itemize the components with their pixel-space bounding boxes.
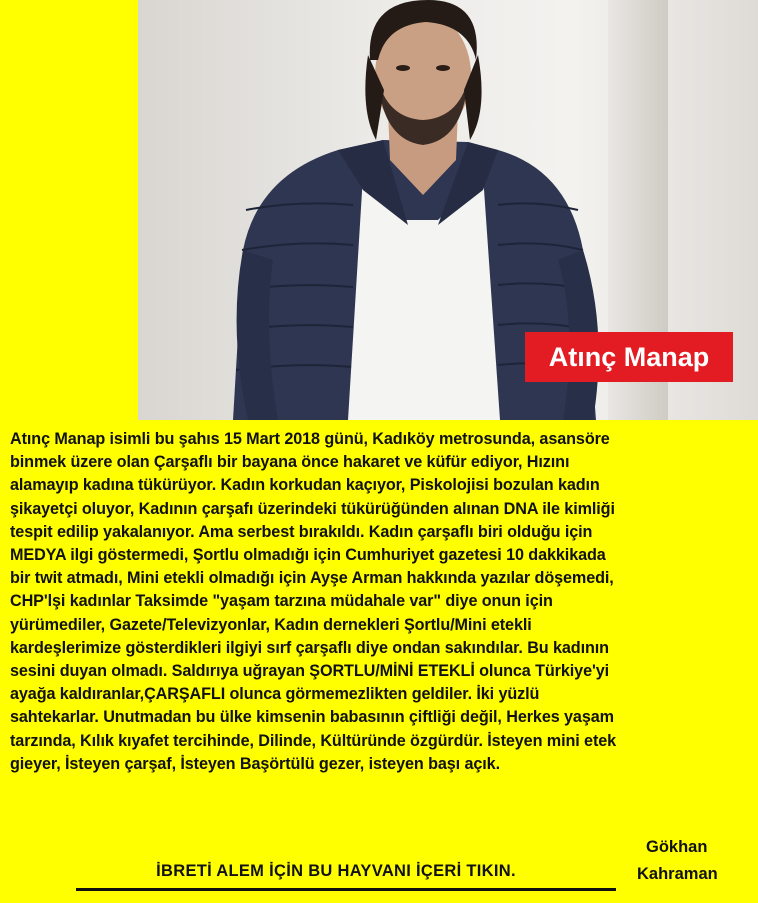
body-line: sahtekarlar. Unutmadan bu ülke kimsenin babasının çiftliği değil, Herkes yaşam	[10, 708, 614, 727]
body-line: Atınç Manap isimli bu şahıs 15 Mart 2018 günü, Kadıköy metrosunda, asansöre	[10, 430, 610, 448]
body-line: tarzında, Kılık kıyafet tercihinde, Dilinde, Kültüründe özgürdür. İsteyen mini etek	[10, 731, 617, 750]
body-line: CHP'lşi kadınlar Taksimde "yaşam tarzına müdahale var" diye onun için	[10, 592, 553, 611]
body-line: binmek üzere olan Çarşaflı bir bayana önce hakaret ve küfür ediyor, Hızını	[10, 453, 570, 472]
body-line: ayağa kaldıranlar,ÇARŞAFLI olunca görmemezlikten geldiler. İki yüzlü	[10, 685, 540, 704]
body-line: kardeşlerimize gösterdikleri ilgiyi sırf çarşaflı diye ondan sakındılar. Bu kadının	[10, 638, 609, 657]
slogan: İBRETİ ALEM İÇİN BU HAYVANI İÇERİ TIKIN.	[156, 862, 516, 880]
author-first-name: Gökhan	[646, 838, 708, 856]
body-text	[10, 428, 752, 776]
author-last-name: Kahraman	[637, 865, 718, 883]
photo-area	[0, 0, 758, 420]
body-line: alamayıp kadına tükürüyor. Kadın korkudan kaçıyor, Piskolojisi bozulan kadın	[10, 476, 600, 495]
body-line: sesini duyan olmadı. Saldırıya uğrayan ŞORTLU/MİNİ ETEKLİ olunca Türkiye'yi	[10, 662, 610, 681]
body-line: MEDYA ilgi göstermedi, Şortlu olmadığı için Cumhuriyet gazetesi 10 dakkikada	[10, 546, 606, 565]
body-line: yürümediler, Gazete/Televizyonlar, Kadın dernekleri Şortlu/Mini etekli	[10, 615, 532, 634]
body-line: gieyer, İsteyen çarşaf, İsteyen Başörtülü gezer, isteyen başı açık.	[10, 754, 500, 773]
slogan-underline	[76, 888, 616, 891]
name-label: Atınç Manap	[525, 332, 733, 382]
body-line: tespit edilip yakalanıyor. Ama serbest bırakıldı. Kadın çarşaflı biri olduğu için	[10, 522, 593, 541]
body-line: şikayetçi oluyor, Kadının çarşafı üzerindeki tükürüğünden alınan DNA ile kimliği	[10, 499, 615, 518]
body-line: bir twit atmadı, Mini etekli olmadığı için Ayşe Arman hakkında yazılar döşemedi,	[10, 569, 614, 588]
